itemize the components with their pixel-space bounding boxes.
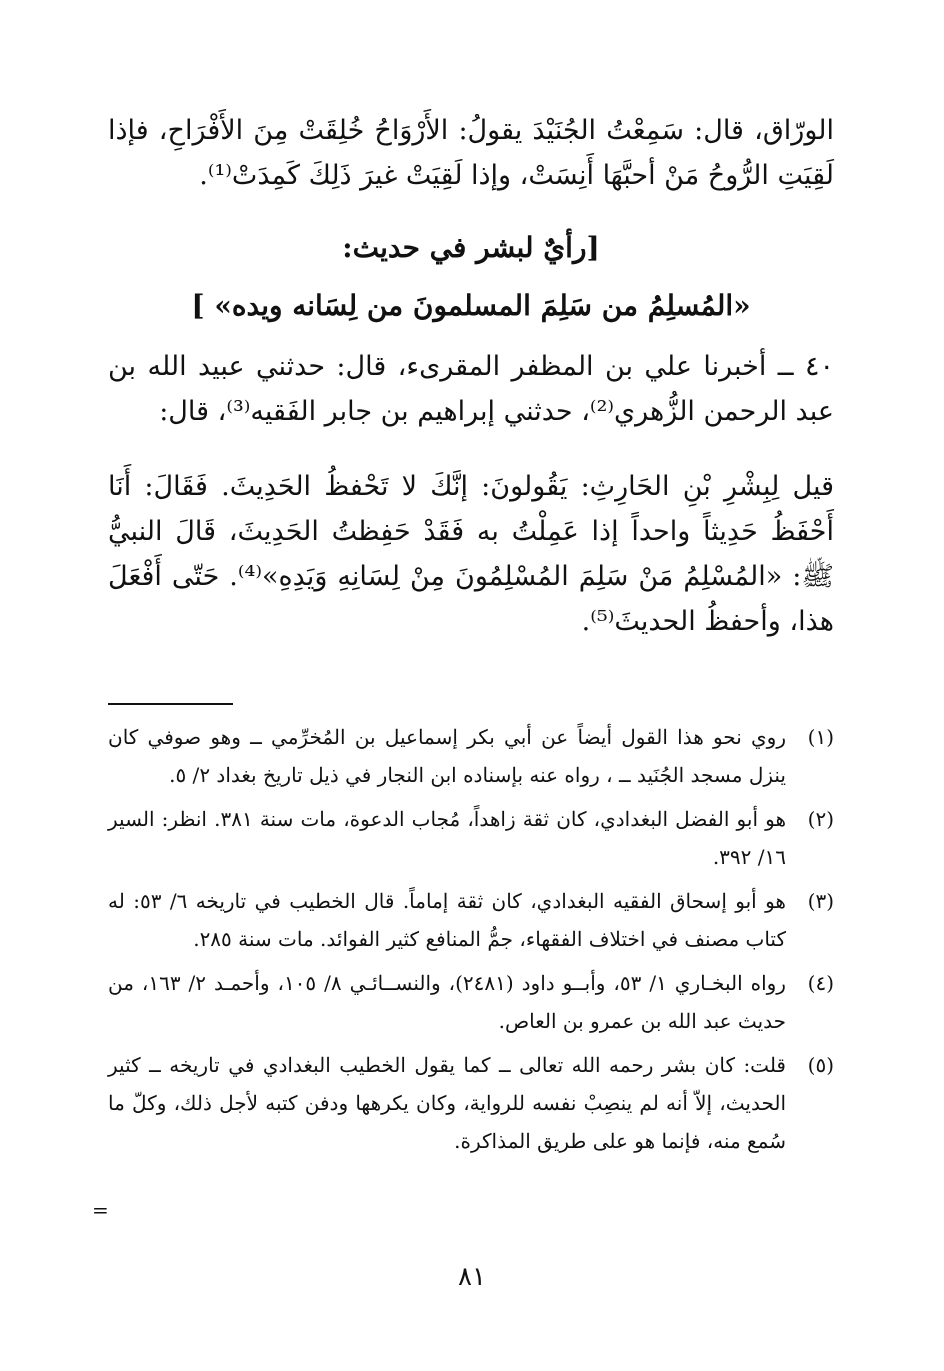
hadith-chain-paragraph: ٤٠ ــ أخبرنا علي بن المظفر المقرىء، قال: حدثني عبيد الله بن عبد الرحمن الزُّهري⁽²⁾، حدثني إبراهيم بن جابر الفَقيه⁽³⁾، قال: xyxy=(108,351,834,427)
footnote xyxy=(108,882,834,958)
footnotes xyxy=(108,718,834,1166)
footnote-text: روي نحو هذا القول أيضاً عن أبي بكر إسماعيل بن المُخرِّمي ــ وهو صوفي كان ينزل مسجد الجُنَيد ــ ، رواه عنه بإسناده ابن النجار في ذيل تاريخ بغداد ٢/ ٥. xyxy=(108,725,786,787)
footnote-text: هو أبو الفضل البغدادي، كان ثقة زاهداً، مُجاب الدعوة، مات سنة ٣٨١. انظر: السير ١٦/ ٣٩٢. xyxy=(108,807,787,869)
story-paragraph: قيل لِبِشْرِ بْنِ الحَارِثِ: يَقُولونَ: إنَّكَ لا تَحْفظُ الحَدِيثَ. فَقَالَ: أَنَا أَحْفَظُ حَدِيثاً واحداً إذا عَمِلْتُ به فَقَدْ حَفِظتُ الحَدِيثَ، قَالَ النبيُّ ﷺ: «المُسْلِمُ مَنْ سَلِمَ المُسْلِمُونَ مِنْ لِسَانِهِ وَيَدِهِ»⁽⁴⁾. حَتّى أَفْعَلَ هذا، وأحفظُ الحديثَ⁽⁵⁾. xyxy=(108,471,834,637)
section-heading-line-2: «المُسلِمُ من سَلِمَ المسلمونَ من لِسَانه ويده» ] xyxy=(191,289,751,322)
footnote-number: (١) xyxy=(807,725,834,749)
footnote-number: (٢) xyxy=(807,807,834,831)
footnote xyxy=(108,718,834,794)
footnote-number: (٤) xyxy=(807,971,834,995)
footnote xyxy=(108,800,834,876)
footnote xyxy=(108,964,834,1040)
section-heading-line-1: [رأيٌ لبشر في حديث: xyxy=(342,231,600,264)
footnote-number: (٣) xyxy=(807,889,834,913)
page-number: ٨١ xyxy=(458,1262,486,1292)
footnote-number: (٥) xyxy=(807,1053,834,1077)
footnote-divider xyxy=(108,703,233,705)
page-body xyxy=(108,108,834,644)
footnote-text: قلت: كان بشر رحمه الله تعالى ــ كما يقول الخطيب البغدادي في تاريخه ــ كثير الحديث، إلاّ أنه لم ينصِبْ نفسه للرواية، وكان يكرهها ودفن كتبه لأجل ذلك، وكلّ ما سُمع منه، فإنما هو على طريق المذاكرة. xyxy=(108,1053,786,1153)
intro-paragraph: الورّاق، قال: سَمِعْتُ الجُنَيْدَ يقولُ: الأَرْوَاحُ خُلِقَتْ مِنَ الأَفْرَاحِ، فإذا لَقِيَتِ الرُّوحُ مَنْ أحبَّهَا أَنِسَتْ، وإذا لَقِيَتْ غيرَ ذَلِكَ كَمِدَتْ⁽¹⁾. xyxy=(108,115,834,191)
footnote xyxy=(108,1046,834,1160)
footnote-text: رواه البخـاري ١/ ٥٣، وأبــو داود (٢٤٨١)، والنســائـي ٨/ ١٠٥، وأحمـد ٢/ ١٦٣، من حديث عبد الله بن عمرو بن العاص. xyxy=(108,971,786,1033)
continuation-mark: = xyxy=(92,1198,109,1222)
footnote-text: هو أبو إسحاق الفقيه البغدادي، كان ثقة إماماً. قال الخطيب في تاريخه ٦/ ٥٣: له كتاب مصنف في اختلاف الفقهاء، جمُّ المنافع كثير الفوائد. مات سنة ٢٨٥. xyxy=(108,889,786,951)
